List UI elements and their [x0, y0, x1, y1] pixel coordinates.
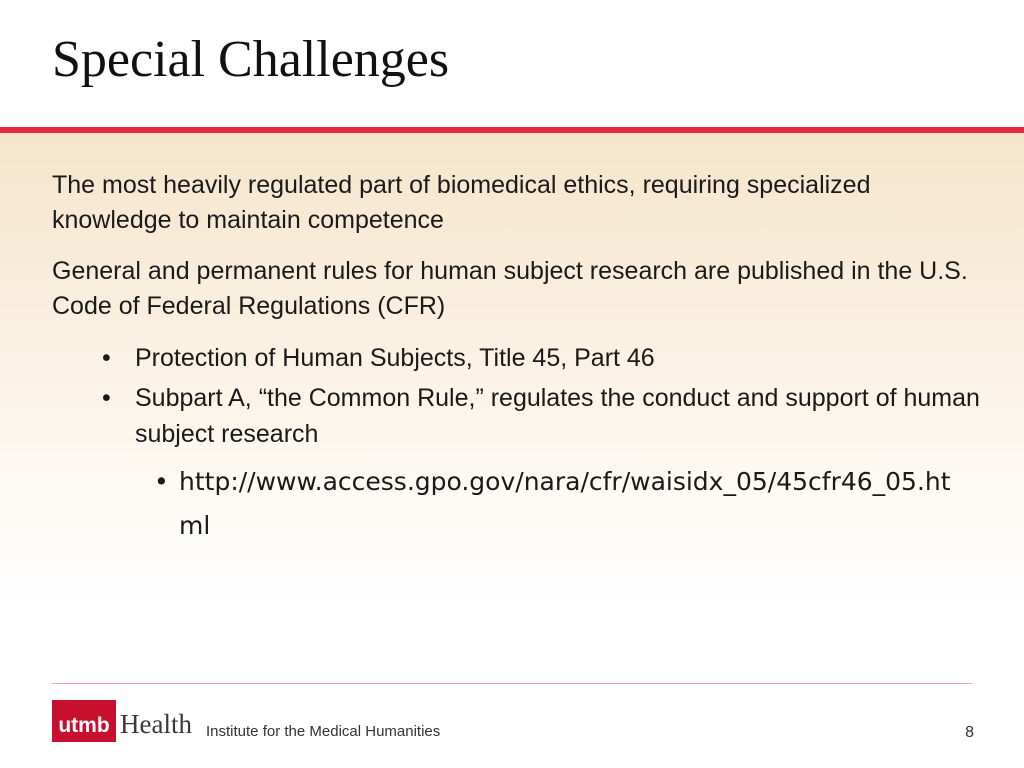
bullet-dot-icon: •	[102, 384, 111, 412]
bullet-text: Protection of Human Subjects, Title 45, Part 46	[135, 344, 655, 372]
bullet-item	[52, 380, 982, 452]
logo-wordmark: Health	[120, 709, 192, 739]
page-number: 8	[965, 724, 974, 741]
slide-content	[52, 168, 982, 548]
slide-title: Special Challenges	[52, 31, 450, 88]
bullet-item	[52, 340, 982, 376]
utmb-health-logo	[52, 700, 192, 742]
bullet-text: Subpart A, “the Common Rule,” regulates the conduct and support of human subject research	[135, 384, 980, 448]
bullet-list	[52, 340, 982, 452]
paragraph-regulated: The most heavily regulated part of biomedical ethics, requiring specialized knowledge to maintain competence	[52, 171, 871, 234]
institute-name: Institute for the Medical Humanities	[206, 723, 441, 740]
bullet-dot-icon: •	[154, 467, 169, 496]
footer-divider	[52, 683, 972, 684]
bullet-dot-icon: •	[102, 344, 111, 372]
cfr-link[interactable]: http://www.access.gpo.gov/nara/cfr/waisidx_05/45cfr46_05.html	[179, 467, 951, 540]
sub-bullet-item	[52, 460, 982, 548]
logo-mark: utmb	[52, 700, 116, 742]
paragraph-cfr: General and permanent rules for human subject research are published in the U.S. Code of Federal Regulations (CFR)	[52, 257, 968, 320]
title-area	[0, 0, 1024, 128]
